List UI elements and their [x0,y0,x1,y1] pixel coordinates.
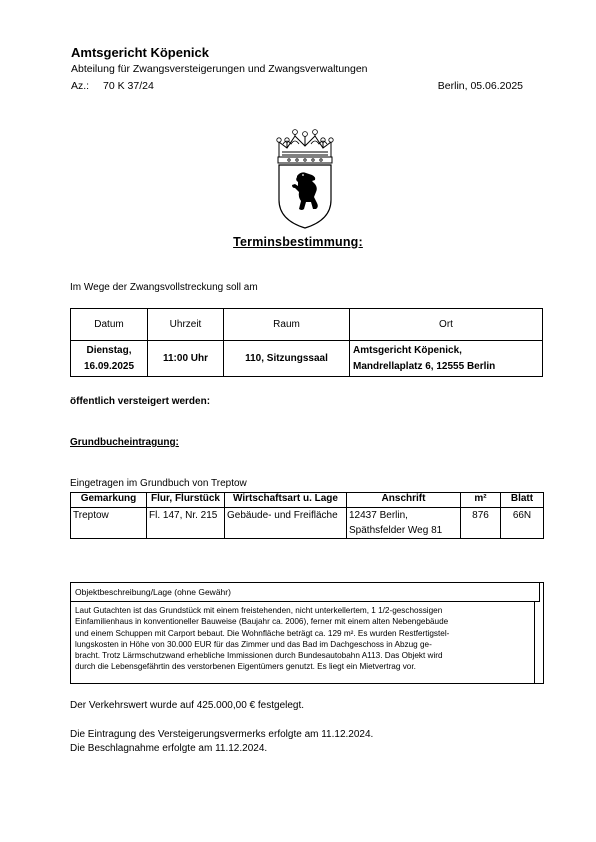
object-description-text [71,602,535,683]
header-cell: Anschrift [347,493,461,508]
description-line: Laut Gutachten ist das Grundstück mit einem freistehenden, nicht unterkellertem, 1 1/2-geschossigen [75,606,443,615]
description-line: Einfamilienhaus in konventioneller Bauweise (Baujahr ca. 2006), ferner mit einem alten Nebengebäude [75,617,449,627]
address-city: 12437 Berlin, [349,510,408,521]
header-cell: Blatt [501,493,544,508]
appointment-date [71,341,148,377]
table-header-row [71,309,543,341]
land-register-intro: Eingetragen im Grundbuch von Treptow [70,478,247,489]
cell-flur: Fl. 147, Nr. 215 [147,508,225,539]
auction-text: öffentlich versteigert werden: [70,396,211,407]
object-description-heading: Objektbeschreibung/Lage (ohne Gewähr) [71,583,540,602]
berlin-coat-of-arms-icon [273,128,337,230]
header-cell: Gemarkung [71,493,147,508]
case-number: 70 K 37/24 [103,80,154,92]
cell-blatt: 66N [501,508,544,539]
object-description-box [70,582,544,684]
place-court: Amtsgericht Köpenick, [353,344,462,356]
land-register-table [70,492,544,539]
header-cell: m² [461,493,501,508]
intro-text: Im Wege der Zwangsvollstreckung soll am [70,282,258,293]
place-address: Mandrellaplatz 6, 12555 Berlin [353,360,496,372]
appointment-time: 11:00 Uhr [148,341,224,377]
case-number-label: Az.: [71,80,90,92]
appointment-table [70,308,543,377]
description-line: durch die Lebensgefährtin des verstorbenen Eigentümers genutzt. Es liegt ein Mietvertrag vor. [75,662,416,672]
court-name: Amtsgericht Köpenick [71,45,209,60]
description-line: lungskosten in Höhe von 30.000 EUR für das Zimmer und das Bad im Dachgeschoss in Abzug ge- [75,639,432,649]
appointment-place [350,341,543,377]
document-title: Terminsbestimmung: [233,235,363,249]
table-header-row [71,493,544,508]
land-register-heading: Grundbucheintragung: [70,437,179,448]
header-cell: Datum [71,309,148,341]
description-line: bracht. Trotz Lärmschutzwand erhebliche Immissionen durch Bundesautobahn A113. Das Objekt wird [75,651,443,661]
cell-wirtschaftsart: Gebäude- und Freifläche [225,508,347,539]
place-date: Berlin, 05.06.2025 [437,80,523,92]
market-value: Der Verkehrswert wurde auf 425.000,00 € festgelegt. [70,700,305,711]
registration-note: Die Eintragung des Versteigerungsvermerks erfolgte am 11.12.2024. [70,729,374,740]
description-line: und einem Schuppen mit Carport bebaut. Die Wohnfläche beträgt ca. 129 m². Es wurden Restfertigstel- [75,628,450,638]
address-street: Späthsfelder Weg 81 [349,525,443,536]
header-cell: Ort [350,309,543,341]
seizure-note: Die Beschlagnahme erfolgte am 11.12.2024. [70,743,268,754]
date-value: 16.09.2025 [83,360,135,372]
table-row [71,341,543,377]
header-cell: Uhrzeit [148,309,224,341]
appointment-room: 110, Sitzungssaal [224,341,350,377]
header-cell: Flur, Flurstück [147,493,225,508]
header-cell: Raum [224,309,350,341]
cell-anschrift [347,508,461,539]
table-row [71,508,544,539]
department-name: Abteilung für Zwangsversteigerungen und Zwangsverwaltungen [71,63,368,75]
cell-area: 876 [461,508,501,539]
header-cell: Wirtschaftsart u. Lage [225,493,347,508]
cell-gemarkung: Treptow [71,508,147,539]
date-weekday: Dienstag, [86,344,132,356]
